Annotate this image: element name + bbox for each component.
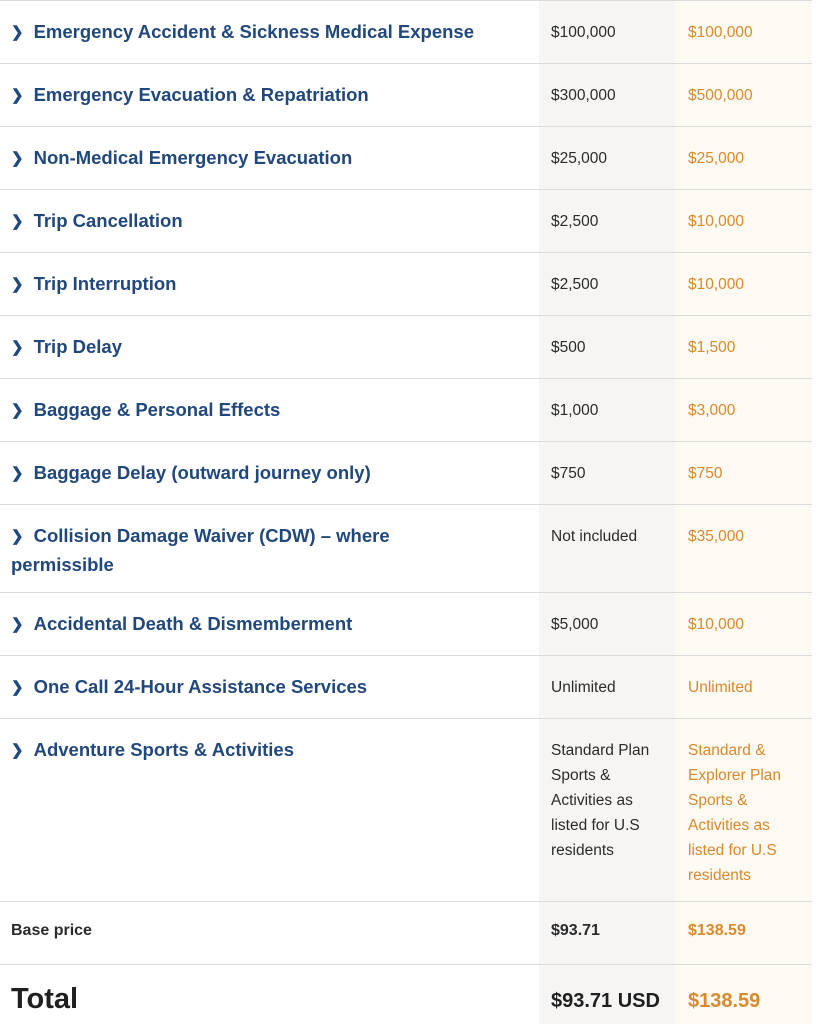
benefit-row-evacuation-repatriation — [0, 64, 812, 127]
benefit-row-collision-damage-waiver — [0, 505, 812, 593]
explorer-base-price: $138.59 — [688, 922, 746, 939]
explorer-plan-value: $100,000 — [688, 24, 753, 41]
explorer-plan-value: $35,000 — [688, 528, 745, 545]
benefit-toggle-baggage-personal-effects[interactable] — [11, 396, 511, 425]
benefit-label: Emergency Accident & Sickness Medical Expense — [33, 21, 475, 42]
benefit-label: Trip Delay — [33, 336, 123, 357]
standard-plan-value: Standard Plan Sports & Activities as listed for U.S residents — [551, 742, 650, 859]
standard-plan-value: $100,000 — [551, 24, 616, 41]
benefit-label: Non-Medical Emergency Evacuation — [33, 147, 353, 168]
explorer-plan-value: $10,000 — [688, 276, 745, 293]
benefit-label: Trip Cancellation — [33, 210, 183, 231]
base-price-label: Base price — [11, 922, 92, 939]
chevron-right-icon: ❯ — [11, 339, 24, 356]
chevron-right-icon: ❯ — [11, 24, 24, 41]
chevron-right-icon: ❯ — [11, 465, 24, 482]
benefit-label: Accidental Death & Dismemberment — [33, 613, 353, 634]
chevron-right-icon: ❯ — [11, 528, 24, 545]
benefit-row-trip-cancellation — [0, 190, 812, 253]
standard-plan-value: $750 — [551, 465, 586, 482]
benefit-label: Emergency Evacuation & Repatriation — [33, 84, 369, 105]
total-label: Total — [11, 983, 79, 1015]
standard-plan-value: Not included — [551, 528, 638, 545]
chevron-right-icon: ❯ — [11, 276, 24, 293]
chevron-right-icon: ❯ — [11, 402, 24, 419]
benefit-toggle-assistance-services[interactable] — [11, 673, 511, 702]
benefit-row-assistance-services — [0, 656, 812, 719]
benefit-row-accidental-death — [0, 593, 812, 656]
chevron-right-icon: ❯ — [11, 87, 24, 104]
standard-plan-value: Unlimited — [551, 679, 616, 696]
benefit-toggle-medical-expense[interactable] — [11, 18, 511, 47]
explorer-plan-value: Standard & Explorer Plan Sports & Activities as listed for U.S residents — [688, 742, 782, 884]
benefit-label: One Call 24-Hour Assistance Services — [33, 676, 368, 697]
chevron-right-icon: ❯ — [11, 150, 24, 167]
benefit-label: Adventure Sports & Activities — [33, 739, 295, 760]
chevron-right-icon: ❯ — [11, 679, 24, 696]
explorer-plan-value: $500,000 — [688, 87, 753, 104]
standard-plan-value: $5,000 — [551, 616, 599, 633]
chevron-right-icon: ❯ — [11, 213, 24, 230]
benefit-row-baggage-personal-effects — [0, 379, 812, 442]
explorer-plan-value: $1,500 — [688, 339, 736, 356]
chevron-right-icon: ❯ — [11, 742, 24, 759]
explorer-plan-value: $10,000 — [688, 213, 745, 230]
benefit-row-non-medical-evacuation — [0, 127, 812, 190]
benefit-label: Baggage & Personal Effects — [33, 399, 281, 420]
explorer-plan-value: $25,000 — [688, 150, 745, 167]
standard-plan-value: $2,500 — [551, 213, 599, 230]
benefit-row-trip-interruption — [0, 253, 812, 316]
explorer-plan-value: $10,000 — [688, 616, 745, 633]
benefit-row-medical-expense — [0, 0, 812, 64]
benefit-toggle-trip-cancellation[interactable] — [11, 207, 511, 236]
explorer-plan-value: Unlimited — [688, 679, 753, 696]
base-price-row — [0, 902, 812, 965]
benefit-toggle-non-medical-evacuation[interactable] — [11, 144, 511, 173]
benefit-toggle-accidental-death[interactable] — [11, 610, 511, 639]
benefit-toggle-adventure-sports[interactable] — [11, 736, 511, 765]
standard-total-price: $93.71 USD — [551, 990, 660, 1012]
benefit-label: Collision Damage Waiver (CDW) – where permissible — [11, 525, 390, 575]
benefit-row-baggage-delay — [0, 442, 812, 505]
benefit-label: Baggage Delay (outward journey only) — [33, 462, 371, 483]
chevron-right-icon: ❯ — [11, 616, 24, 633]
benefit-toggle-evacuation-repatriation[interactable] — [11, 81, 511, 110]
standard-base-price: $93.71 — [551, 922, 600, 939]
benefit-toggle-trip-interruption[interactable] — [11, 270, 511, 299]
explorer-plan-value: $750 — [688, 465, 723, 482]
standard-plan-value: $500 — [551, 339, 586, 356]
standard-plan-value: $2,500 — [551, 276, 599, 293]
explorer-plan-value: $3,000 — [688, 402, 736, 419]
benefit-toggle-baggage-delay[interactable] — [11, 459, 511, 488]
standard-plan-value: $1,000 — [551, 402, 599, 419]
benefit-row-adventure-sports — [0, 719, 812, 902]
benefit-toggle-trip-delay[interactable] — [11, 333, 511, 362]
benefit-row-trip-delay — [0, 316, 812, 379]
benefit-toggle-collision-damage-waiver[interactable] — [11, 522, 441, 579]
total-row — [0, 965, 812, 1035]
standard-plan-value: $300,000 — [551, 87, 616, 104]
explorer-total-price: $138.59 — [688, 990, 761, 1012]
benefit-label: Trip Interruption — [33, 273, 177, 294]
standard-plan-value: $25,000 — [551, 150, 608, 167]
